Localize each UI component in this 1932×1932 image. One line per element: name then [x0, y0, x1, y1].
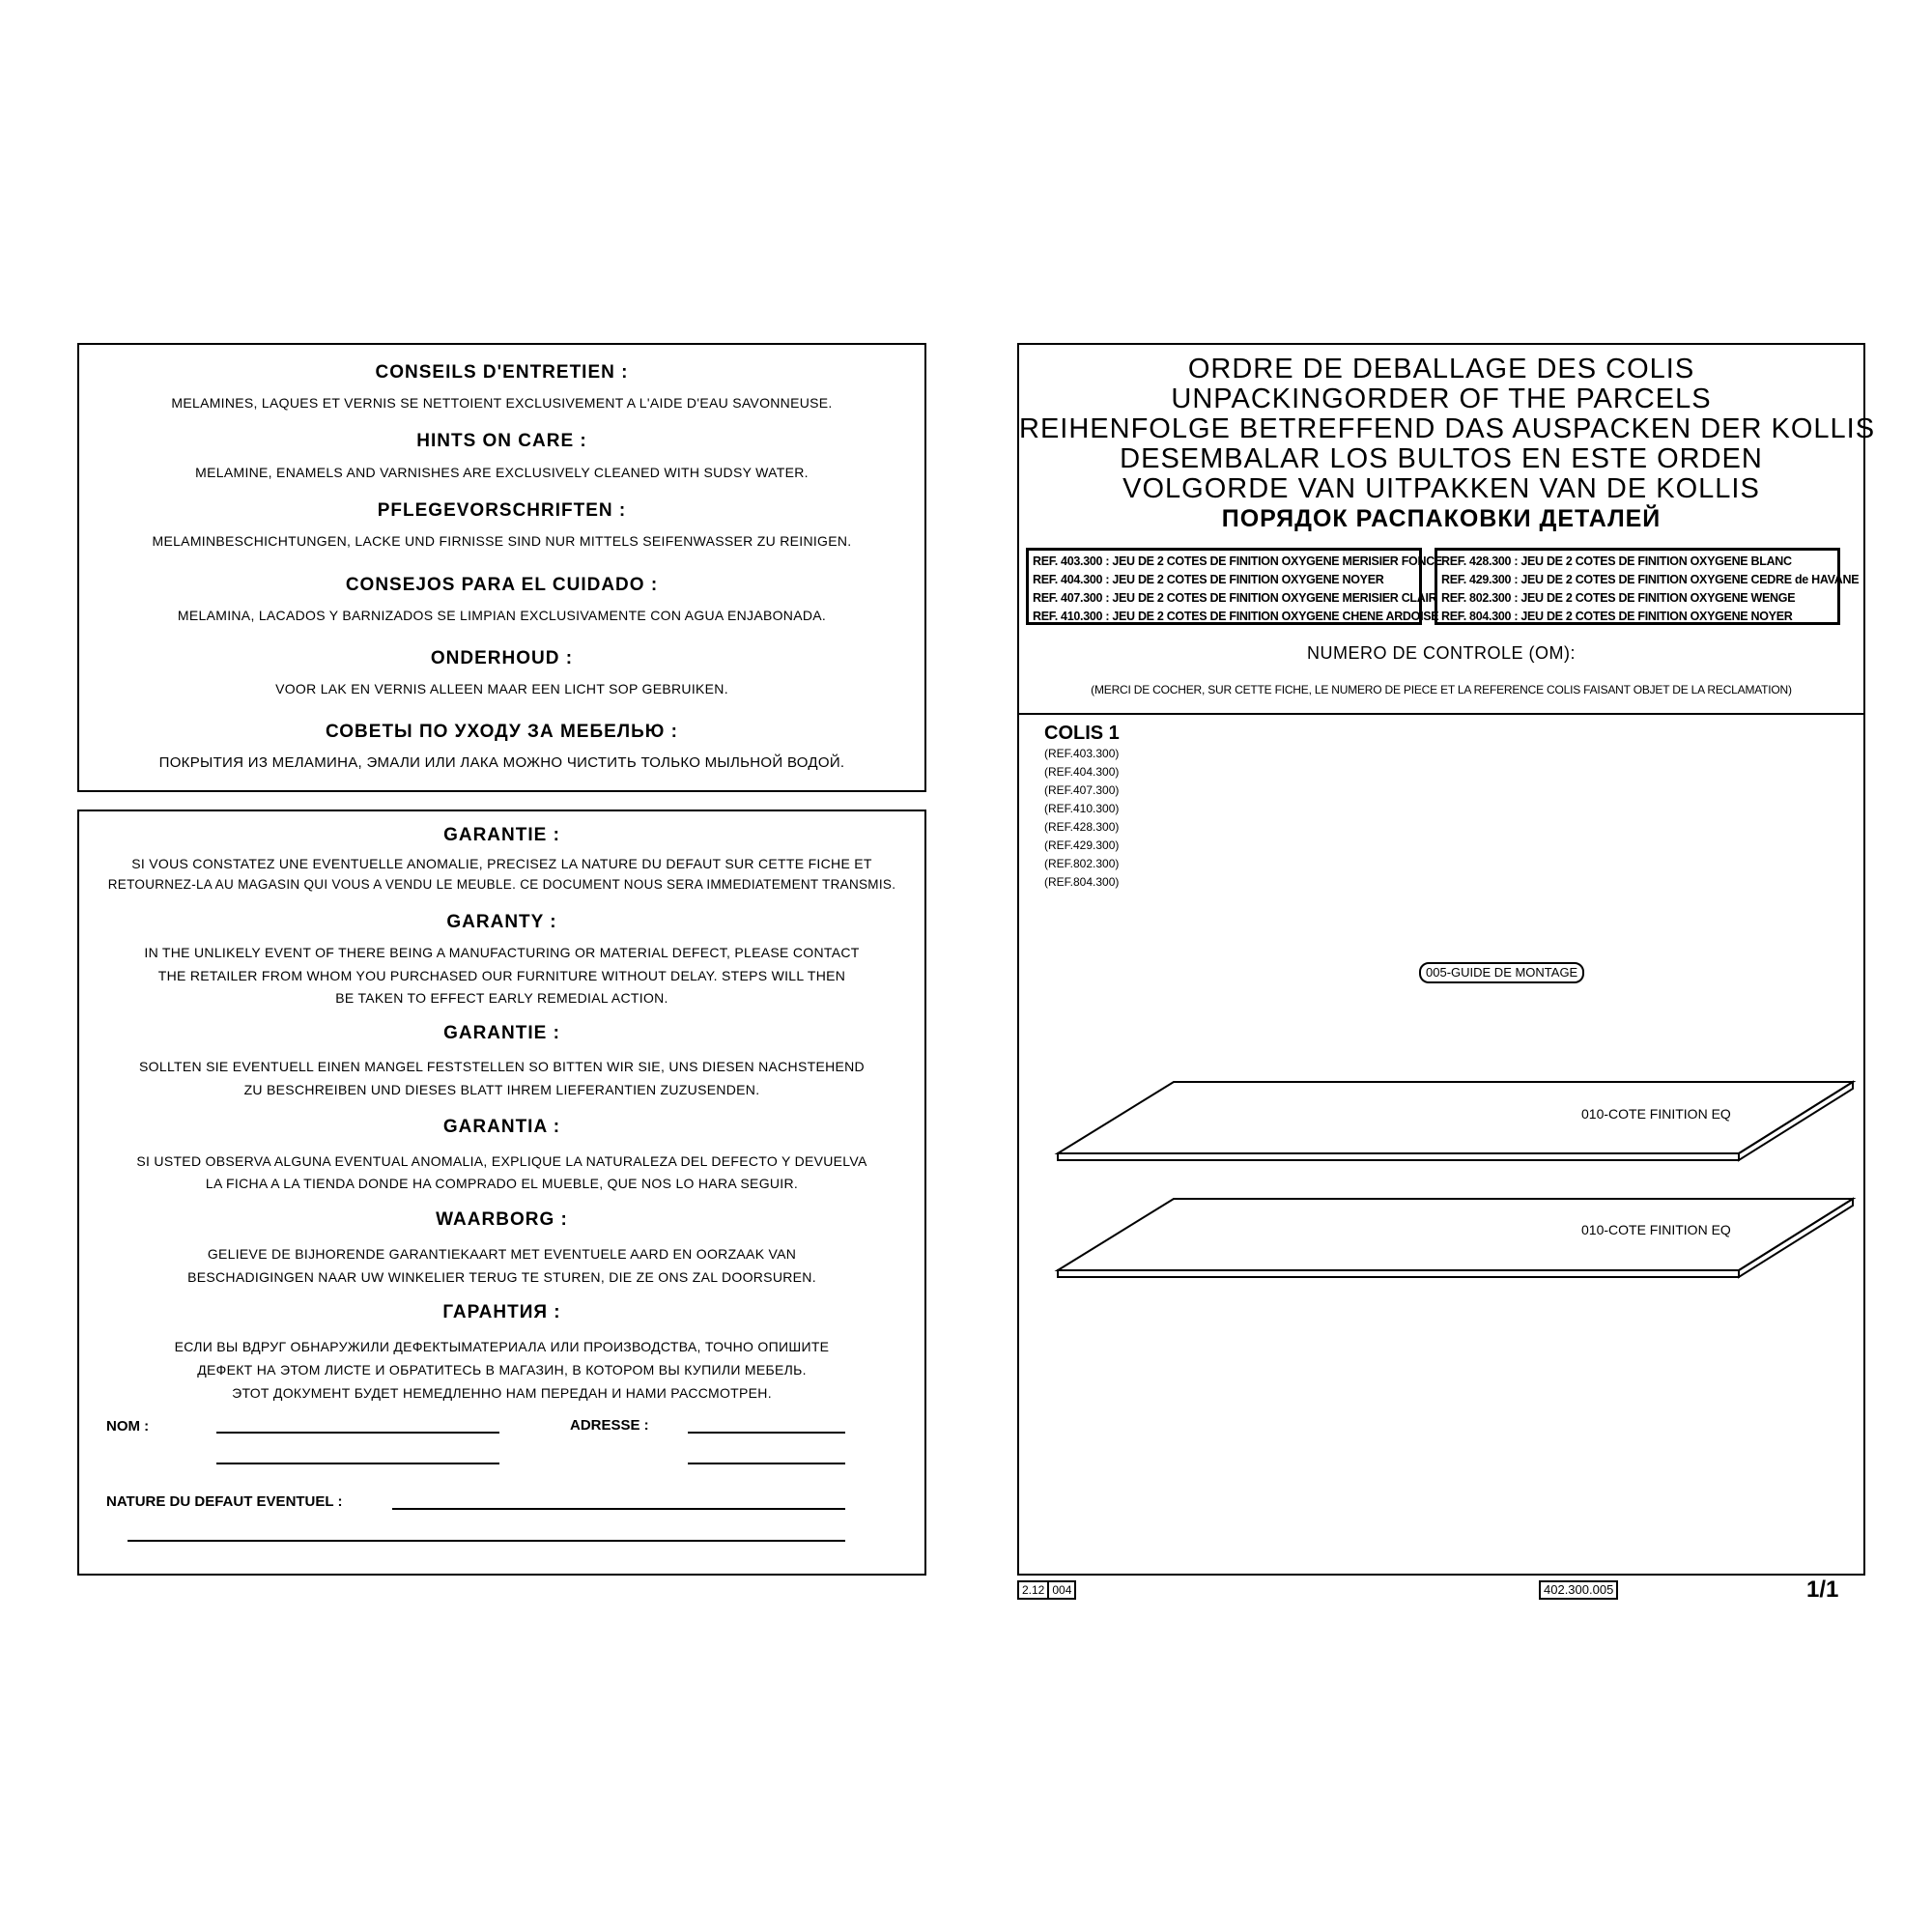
unpacking-order-box — [1017, 343, 1876, 1576]
panel-2 — [1058, 1199, 1853, 1277]
warranty-title-ru: ГАРАНТИЯ : — [442, 1302, 561, 1322]
colis-ref: (REF.429.300) — [1044, 838, 1120, 852]
colis-ref: (REF.407.300) — [1044, 783, 1120, 797]
colis-title: COLIS 1 — [1044, 723, 1120, 744]
merci-note: (MERCI DE COCHER, SUR CETTE FICHE, LE NUMERO DE PIECE ET LA REFERENCE COLIS FAISANT OBJET DE LA RECLAMATION) — [1091, 683, 1792, 696]
care-text-de: MELAMINBESCHICHTUNGEN, LACKE UND FIRNISSE SIND NUR MITTELS SEIFENWASSER ZU REINIGEN. — [152, 533, 852, 549]
care-title-es: CONSEJOS PARA EL CUIDADO : — [345, 575, 659, 595]
footer-code-a: 2.12 — [1019, 1582, 1049, 1598]
unpack-title-fr: ORDRE DE DEBALLAGE DES COLIS — [1187, 354, 1695, 384]
warranty-line: ZU BESCHREIBEN UND DIESES BLATT IHREM LIEFERANTIEN ZUZUSENDEN. — [243, 1082, 760, 1097]
care-title-de: PFLEGEVORSCHRIFTEN : — [377, 500, 627, 521]
ref-item: REF. 429.300 : JEU DE 2 COTES DE FINITION OXYGENE CEDRE de HAVANE — [1441, 573, 1860, 586]
guide-label[interactable]: 005-GUIDE DE MONTAGE — [1419, 962, 1584, 983]
nom-field-line-1[interactable] — [216, 1432, 499, 1434]
defaut-field-line-2[interactable] — [128, 1540, 845, 1542]
warranty-line: ЭТОТ ДОКУМЕНТ БУДЕТ НЕМЕДЛЕННО НАМ ПЕРЕДАН И НАМИ РАССМОТРЕН. — [232, 1385, 772, 1401]
unpack-title-nl: VOLGORDE VAN UITPAKKEN VAN DE KOLLIS — [1122, 473, 1760, 504]
page-number: 1/1 — [1806, 1577, 1839, 1603]
warranty-line: SI USTED OBSERVA ALGUNA EVENTUAL ANOMALIA, EXPLIQUE LA NATURALEZA DEL DEFECTO Y DEVUELVA — [136, 1153, 867, 1169]
warranty-line: BESCHADIGINGEN NAAR UW WINKELIER TERUG TE STUREN, DIE ZE ONS ZAL DOORSUREN. — [187, 1269, 816, 1285]
ref-item: REF. 428.300 : JEU DE 2 COTES DE FINITION OXYGENE BLANC — [1441, 554, 1792, 568]
care-text-en: MELAMINE, ENAMELS AND VARNISHES ARE EXCLUSIVELY CLEANED WITH SUDSY WATER. — [195, 465, 809, 480]
footer-drawing-code: 402.300.005 — [1539, 1580, 1618, 1600]
ref-item: REF. 403.300 : JEU DE 2 COTES DE FINITION OXYGENE MERISIER FONCE — [1033, 554, 1442, 568]
warranty-line: RETOURNEZ-LA AU MAGASIN QUI VOUS A VENDU LE MEUBLE. CE DOCUMENT NOUS SERA IMMEDIATEMENT TRANSMIS. — [107, 877, 896, 892]
ref-item: REF. 804.300 : JEU DE 2 COTES DE FINITION OXYGENE NOYER — [1441, 610, 1793, 623]
footer-left-code — [1017, 1580, 1076, 1600]
unpack-title-de: REIHENFOLGE BETREFFEND DAS AUSPACKEN DER KOLLIS — [1019, 413, 1876, 444]
header-divider — [1019, 713, 1863, 715]
care-title-en: HINTS ON CARE : — [416, 431, 587, 451]
defaut-field-line-1[interactable] — [392, 1508, 845, 1510]
warranty-line: SI VOUS CONSTATEZ UNE EVENTUELLE ANOMALIE, PRECISEZ LA NATURE DU DEFAUT SUR CETTE FICHE ET — [131, 856, 872, 871]
colis-ref: (REF.404.300) — [1044, 765, 1120, 779]
ref-list-right — [1435, 548, 1860, 625]
colis-ref: (REF.428.300) — [1044, 820, 1120, 834]
panel-drawing — [1019, 1050, 1863, 1340]
nom-label: NOM : — [106, 1418, 150, 1435]
care-title-nl: ONDERHOUD : — [430, 648, 574, 668]
colis-ref: (REF.403.300) — [1044, 747, 1120, 760]
unpack-title-en: UNPACKINGORDER OF THE PARCELS — [1171, 384, 1712, 414]
warranty-line: THE RETAILER FROM WHOM YOU PURCHASED OUR FURNITURE WITHOUT DELAY. STEPS WILL THEN — [157, 968, 846, 983]
care-text-nl: VOOR LAK EN VERNIS ALLEEN MAAR EEN LICHT SOP GEBRUIKEN. — [275, 681, 728, 696]
warranty-title-fr: GARANTIE : — [443, 825, 560, 845]
warranty-line: ЕСЛИ ВЫ ВДРУГ ОБНАРУЖИЛИ ДЕФЕКТЫМАТЕРИАЛА ИЛИ ПРОИЗВОДСТВА, ТОЧНО ОПИШИТЕ — [174, 1339, 830, 1354]
care-title-fr: CONSEILS D'ENTRETIEN : — [375, 362, 629, 383]
warranty-line: IN THE UNLIKELY EVENT OF THERE BEING A MANUFACTURING OR MATERIAL DEFECT, PLEASE CONTACT — [144, 945, 860, 960]
unpack-title-ru: ПОРЯДОК РАСПАКОВКИ ДЕТАЛЕЙ — [1221, 505, 1662, 532]
ref-list-left — [1026, 548, 1442, 625]
care-title-ru: СОВЕТЫ ПО УХОДУ ЗА МЕБЕЛЬЮ : — [326, 722, 678, 742]
ref-item: REF. 802.300 : JEU DE 2 COTES DE FINITION OXYGENE WENGE — [1441, 591, 1796, 605]
control-number-label: NUMERO DE CONTROLE (OM): — [1306, 643, 1576, 663]
adresse-field-line-2[interactable] — [688, 1463, 845, 1464]
warranty-title-es: GARANTIA : — [442, 1117, 561, 1137]
warranty-box — [77, 810, 926, 1576]
warranty-title-nl: WAARBORG : — [436, 1209, 568, 1230]
panel-label-1: 010-COTE FINITION EQ — [1581, 1106, 1731, 1122]
warranty-line: BE TAKEN TO EFFECT EARLY REMEDIAL ACTION. — [335, 990, 668, 1006]
colis-ref: (REF.804.300) — [1044, 875, 1120, 889]
adresse-field-line-1[interactable] — [688, 1432, 845, 1434]
warranty-line: SOLLTEN SIE EVENTUELL EINEN MANGEL FESTSTELLEN SO BITTEN WIR SIE, UNS DIESEN NACHSTEHEND — [139, 1059, 865, 1074]
care-text-es: MELAMINA, LACADOS Y BARNIZADOS SE LIMPIAN EXCLUSIVAMENTE CON AGUA ENJABONADA. — [177, 608, 827, 623]
defaut-label: NATURE DU DEFAUT EVENTUEL : — [106, 1493, 343, 1510]
warranty-line: LA FICHA A LA TIENDA DONDE HA COMPRADO EL MUEBLE, QUE NOS LO HARA SEGUIR. — [205, 1176, 799, 1191]
colis-ref-list — [1044, 745, 1119, 892]
ref-item: REF. 404.300 : JEU DE 2 COTES DE FINITION OXYGENE NOYER — [1033, 573, 1384, 586]
care-instructions-box — [77, 343, 926, 792]
warranty-line: GELIEVE DE BIJHORENDE GARANTIEKAART MET EVENTUELE AARD EN OORZAAK VAN — [207, 1246, 797, 1262]
ref-item: REF. 407.300 : JEU DE 2 COTES DE FINITION OXYGENE MERISIER CLAIR — [1033, 591, 1437, 605]
care-text-fr: MELAMINES, LAQUES ET VERNIS SE NETTOIENT EXCLUSIVEMENT A L'AIDE D'EAU SAVONNEUSE. — [171, 395, 833, 411]
nom-field-line-2[interactable] — [216, 1463, 499, 1464]
unpack-title-es: DESEMBALAR LOS BULTOS EN ESTE ORDEN — [1120, 443, 1763, 474]
care-text-ru: ПОКРЫТИЯ ИЗ МЕЛАМИНА, ЭМАЛИ ИЛИ ЛАКА МОЖНО ЧИСТИТЬ ТОЛЬКО МЫЛЬНОЙ ВОДОЙ. — [158, 754, 845, 771]
warranty-line: ДЕФЕКТ НА ЭТОМ ЛИСТЕ И ОБРАТИТЕСЬ В МАГАЗИН, В КОТОРОМ ВЫ КУПИЛИ МЕБЕЛЬ. — [197, 1362, 807, 1378]
warranty-title-en: GARANTY : — [446, 912, 557, 932]
colis-ref: (REF.410.300) — [1044, 802, 1120, 815]
panel-label-2: 010-COTE FINITION EQ — [1581, 1222, 1731, 1237]
warranty-title-de: GARANTIE : — [443, 1023, 560, 1043]
footer-code-b: 004 — [1052, 1583, 1072, 1597]
adresse-label: ADRESSE : — [570, 1417, 649, 1434]
panel-1 — [1058, 1082, 1853, 1160]
ref-item: REF. 410.300 : JEU DE 2 COTES DE FINITION OXYGENE CHENE ARDOISE — [1033, 610, 1439, 623]
colis-ref: (REF.802.300) — [1044, 857, 1120, 870]
